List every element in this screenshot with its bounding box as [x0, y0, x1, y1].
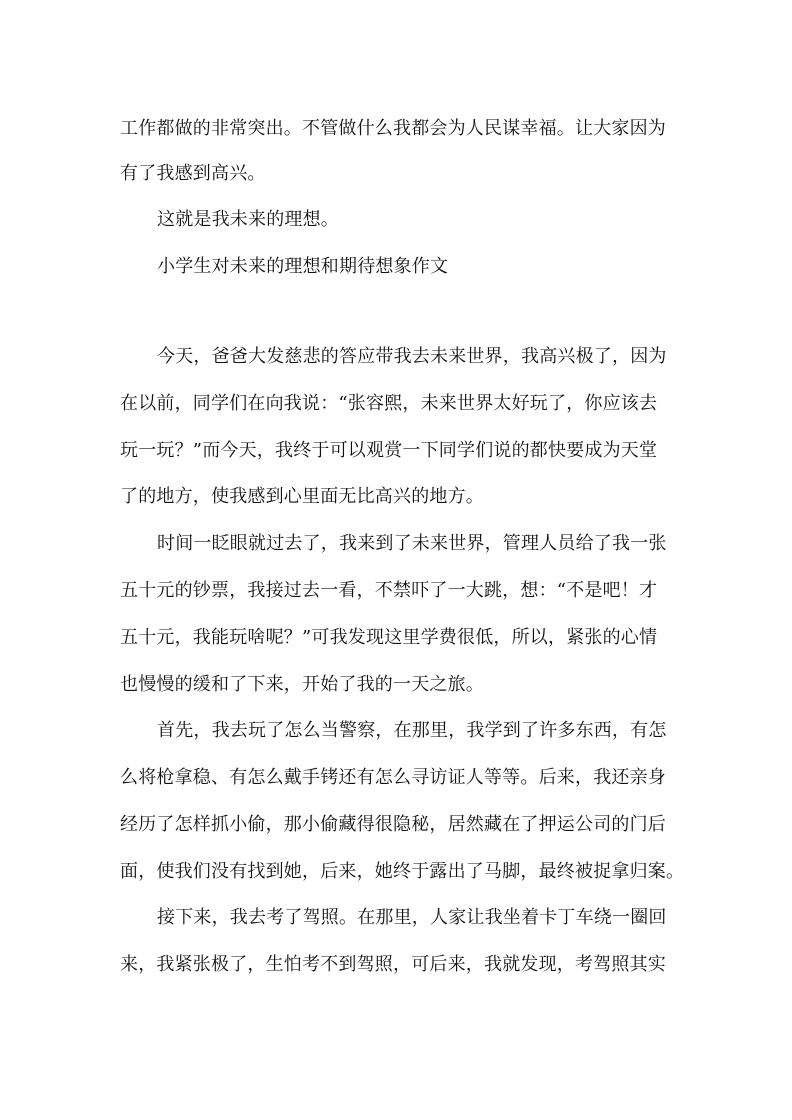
- text-line: 这就是我未来的理想。: [157, 209, 339, 230]
- text-line: 今天，爸爸大发慈悲的答应带我去未来世界，我高兴极了，因为: [157, 346, 667, 367]
- text-line: 了的地方，使我感到心里面无比高兴的地方。: [120, 486, 484, 507]
- text-line: 面，使我们没有找到她，后来，她终于露出了马脚，最终被捉拿归案。: [120, 861, 685, 882]
- text-line: 也慢慢的缓和了下来，开始了我的一天之旅。: [120, 674, 484, 695]
- text-line: 接下来，我去考了驾照。在那里，人家让我坐着卡丁车绕一圈回: [157, 907, 667, 928]
- text-line: 五十元，我能玩啥呢？”可我发现这里学费很低，所以，紧张的心情: [120, 627, 658, 648]
- text-line: 五十元的钞票，我接过去一看，不禁吓了一大跳，想：“不是吧！才: [120, 580, 658, 601]
- text-line: 么将枪拿稳、有怎么戴手铐还有怎么寻访证人等等。后来，我还亲身: [120, 767, 666, 788]
- text-line: 有了我感到高兴。: [120, 163, 266, 184]
- text-line: 时间一眨眼就过去了，我来到了未来世界，管理人员给了我一张: [157, 533, 667, 554]
- text-line: 玩一玩？”而今天，我终于可以观赏一下同学们说的都快要成为天堂: [120, 440, 658, 461]
- text-line: 经历了怎样抓小偷，那小偷藏得很隐秘，居然藏在了押运公司的门后: [120, 814, 666, 835]
- text-line: 在以前，同学们在向我说：“张容熙，未来世界太好玩了，你应该去: [120, 393, 658, 414]
- text-line: 工作都做的非常突出。不管做什么我都会为人民谋幸福。让大家因为: [120, 118, 666, 139]
- section-title: 小学生对未来的理想和期待想象作文: [157, 256, 449, 277]
- text-line: 来，我紧张极了，生怕考不到驾照，可后来，我就发现，考驾照其实: [120, 954, 666, 975]
- text-line: 首先，我去玩了怎么当警察，在那里，我学到了许多东西，有怎: [157, 720, 667, 741]
